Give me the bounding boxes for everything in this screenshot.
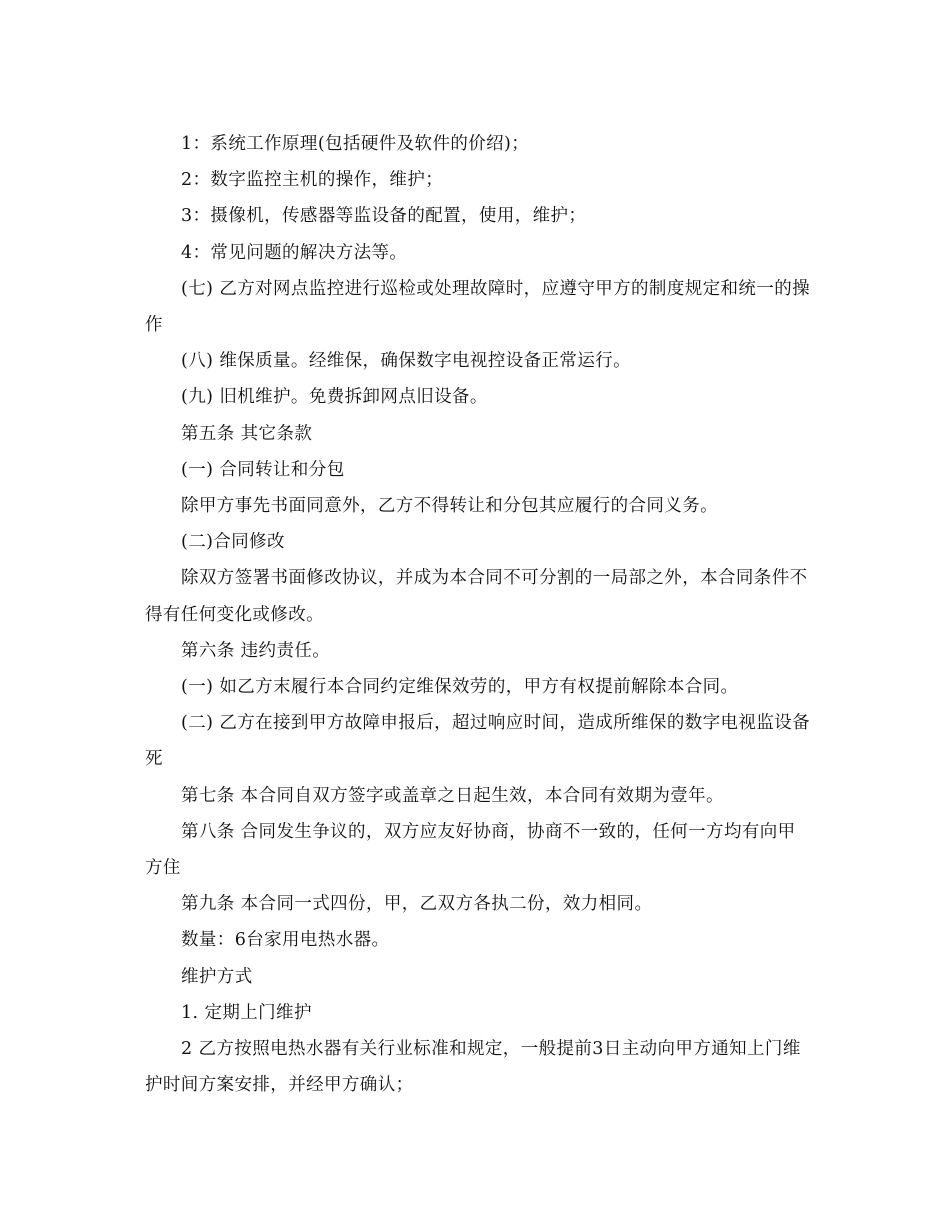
paragraph-item-2: 2：数字监控主机的操作，维护；: [181, 170, 444, 191]
paragraph-item-4: 4：常见问题的解决方法等。: [181, 242, 408, 263]
paragraph-breach-1: (一) 如乙方末履行本合同约定维保效劳的，甲方有权提前解除本合同。: [181, 677, 739, 698]
document-body: [145, 126, 810, 1103]
article-7: 第七条 本合同自双方签字或盖章之日起生效，本合同有效期为壹年。: [181, 785, 724, 806]
subsection-modification-heading: (二)合同修改: [181, 532, 285, 553]
paragraph-quantity: 数量：6台家用电热水器。: [181, 930, 390, 951]
article-6-heading: 第六条 违约责任。: [181, 640, 331, 661]
article-5-heading: 第五条 其它条款: [181, 423, 313, 444]
paragraph-item-1: 1：系统工作原理(包括硬件及软件的价绍)；: [181, 134, 530, 154]
maintenance-method-heading: 维护方式: [181, 966, 253, 987]
paragraph-clause-7: (七) 乙方对网点监控进行巡检或处理故障时，应遵守甲方的制度规定和统一的操作: [145, 278, 811, 336]
article-8: 第八条 合同发生争议的，双方应友好协商，协商不一致的，任何一方均有向甲方住: [145, 821, 796, 879]
article-9: 第九条 本合同一式四份，甲，乙双方各执二份，效力相同。: [181, 894, 653, 915]
paragraph-clause-8: (八) 维保质量。经维保，确保数字电视控设备正常运行。: [181, 351, 632, 372]
paragraph-clause-9: (九) 旧机维护。免费拆卸网点旧设备。: [181, 387, 488, 408]
paragraph-modification: 除双方签署书面修改协议，并成为本合同不可分割的一局部之外，本合同条件不得有任何变化或修改。: [145, 568, 808, 625]
subsection-transfer-heading: (一) 合同转让和分包: [181, 459, 345, 480]
paragraph-item-3: 3：摄像机，传感器等监设备的配置，使用，维护；: [181, 206, 587, 227]
paragraph-transfer: 除甲方事先书面同意外，乙方不得转让和分包其应履行的合同义务。: [181, 496, 718, 517]
maintenance-item-1: 1. 定期上门维护: [181, 1002, 312, 1023]
maintenance-item-2: 2 乙方按照电热水器有关行业标准和规定，一般提前3日主动向甲方通知上门维护时间方案安排，并经甲方确认；: [145, 1039, 801, 1096]
paragraph-breach-2: (二) 乙方在接到甲方故障申报后，超过响应时间，造成所维保的数字电视监设备死: [145, 713, 811, 770]
